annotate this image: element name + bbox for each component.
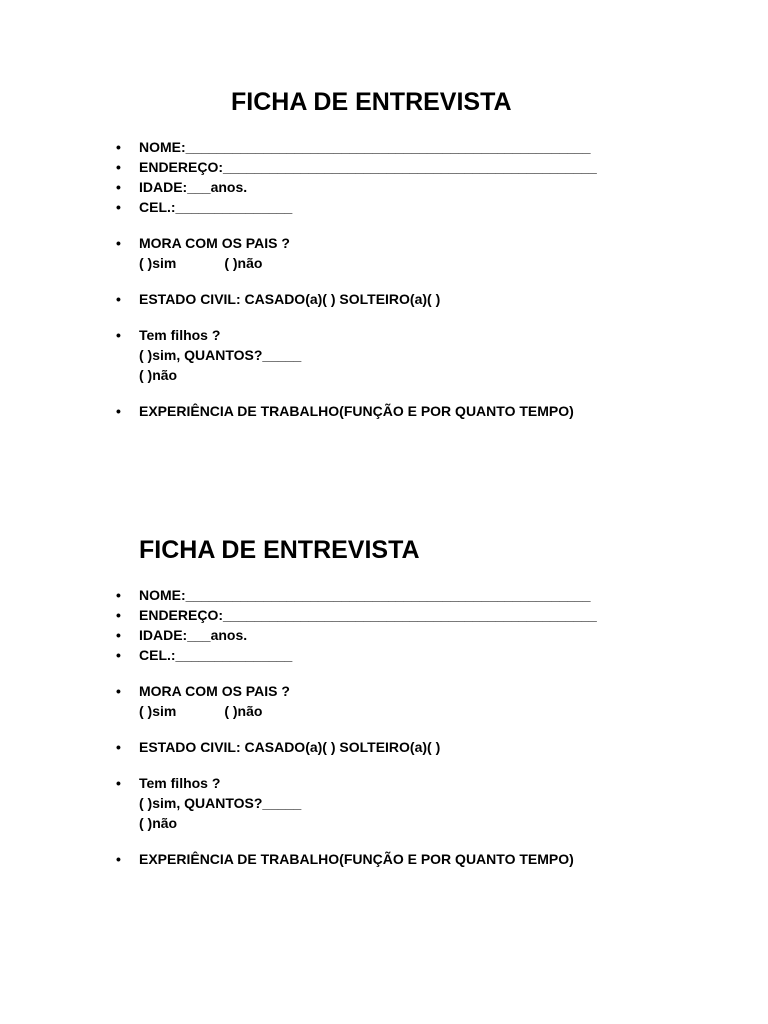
age-field: • IDADE:___anos. — [0, 625, 768, 645]
lives-with-parents-question: • MORA COM OS PAIS ? — [139, 683, 290, 699]
lives-with-parents-yes-option: ( )sim — [139, 255, 177, 271]
lives-with-parents-no-option: ( )não — [224, 255, 263, 271]
phone-field: • CEL.:_______________ — [0, 197, 768, 217]
marital-status-field: • ESTADO CIVIL: CASADO(a)( ) SOLTEIRO(a)( ) — [0, 289, 768, 309]
has-children-yes-option: ( )sim, QUANTOS?_____ — [139, 347, 302, 363]
work-experience-field: • EXPERIÊNCIA DE TRABALHO(FUNÇÃO E POR QUANTO TEMPO) — [0, 849, 768, 869]
lives-with-parents-item — [0, 233, 768, 273]
lives-with-parents-question: • MORA COM OS PAIS ? — [139, 235, 290, 251]
has-children-question: • Tem filhos ? — [139, 327, 221, 343]
lives-with-parents-no-option: ( )não — [224, 703, 263, 719]
has-children-yes-option: ( )sim, QUANTOS?_____ — [139, 795, 302, 811]
phone-field: • CEL.:_______________ — [0, 645, 768, 665]
work-experience-field: • EXPERIÊNCIA DE TRABALHO(FUNÇÃO E POR QUANTO TEMPO) — [0, 401, 768, 421]
form-title: FICHA DE ENTREVISTA — [231, 88, 512, 116]
has-children-no-option: ( )não — [139, 815, 178, 831]
lives-with-parents-item — [0, 681, 768, 721]
has-children-item — [0, 773, 768, 833]
marital-status-field: • ESTADO CIVIL: CASADO(a)( ) SOLTEIRO(a)( ) — [0, 737, 768, 757]
age-field: • IDADE:___anos. — [0, 177, 768, 197]
address-field: • ENDEREÇO:________________________________________________ — [0, 605, 768, 625]
interview-form — [0, 585, 768, 869]
name-field: • NOME:____________________________________________________ — [0, 137, 768, 157]
address-field: • ENDEREÇO:________________________________________________ — [0, 157, 768, 177]
name-field: • NOME:____________________________________________________ — [0, 585, 768, 605]
has-children-no-option: ( )não — [139, 367, 178, 383]
interview-form — [0, 137, 768, 421]
form-title: FICHA DE ENTREVISTA — [139, 536, 420, 564]
has-children-question: • Tem filhos ? — [139, 775, 221, 791]
has-children-item — [0, 325, 768, 385]
lives-with-parents-yes-option: ( )sim — [139, 703, 177, 719]
